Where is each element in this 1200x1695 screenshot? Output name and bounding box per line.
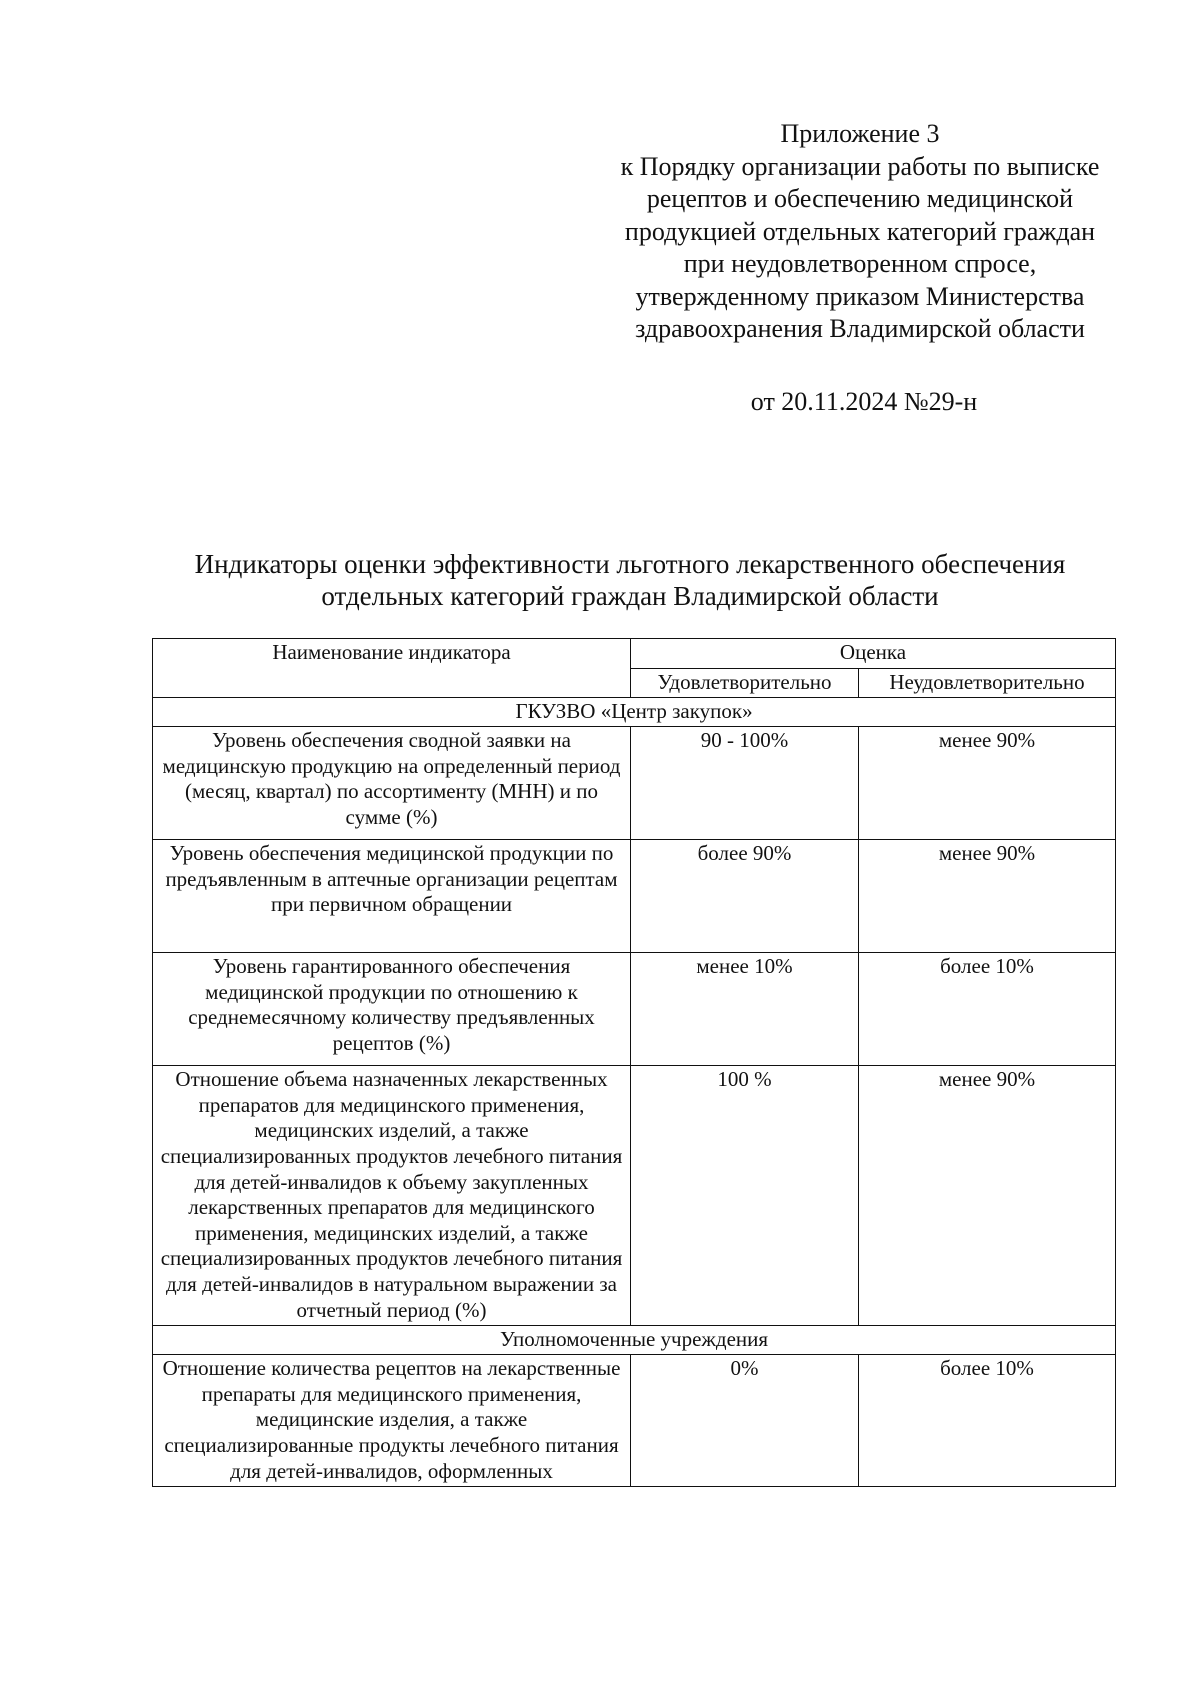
appendix-line: к Порядку организации работы по выписке [620,151,1100,181]
appendix-line: продукцией отдельных категорий граждан [624,216,1096,246]
title-line-1: Индикаторы оценки эффективности льготного лекарственного обеспечения [194,549,1066,579]
unsatisfactory-value: менее 90% [859,1066,1116,1326]
indicator-name: Отношение количества рецептов на лекарственные препараты для медицинского применения, медицинские изделия, а также специализированные продукты лечебного питания для детей-инвалидов, оформленных [153,1355,631,1487]
indicator-name: Отношение объема назначенных лекарственных препаратов для медицинского применения, медицинских изделий, а также специализированных продуктов лечебного питания для детей-инвалидов к объему закупленных лекарственных препаратов для медицинского применения, медицинских изделий, а также специализированных продуктов лечебного питания для детей-инвалидов в натуральном выражении за отчетный период (%) [153,1066,631,1326]
indicators-table [152,638,1116,1487]
header-indicator-name: Наименование индикатора [153,639,631,698]
satisfactory-value: 100 % [631,1066,859,1326]
title-line-2: отдельных категорий граждан Владимирской области [321,581,939,611]
header-grade: Оценка [631,639,1116,669]
table-row [153,1066,1116,1326]
appendix-block [590,118,1130,418]
section-row [153,698,1116,727]
satisfactory-value: 90 - 100% [631,727,859,840]
appendix-line: при неудовлетворенном спросе, [683,249,1037,278]
unsatisfactory-value: менее 90% [859,727,1116,840]
appendix-line: здравоохранения Владимирской области [635,314,1085,343]
unsatisfactory-value: более 10% [859,953,1116,1066]
unsatisfactory-value: более 10% [859,1355,1116,1487]
indicator-name: Уровень обеспечения медицинской продукции по предъявленным в аптечные организации рецептам при первичном обращении [153,840,631,953]
document-title [150,548,1110,612]
table-row [153,840,1116,953]
table-row [153,1355,1116,1487]
table-header-row [153,639,1116,669]
order-date: от 20.11.2024 №29-н [750,386,978,416]
appendix-line: рецептов и обеспечению медицинской [646,184,1074,213]
unsatisfactory-value: менее 90% [859,840,1116,953]
table-row [153,727,1116,840]
appendix-line: утвержденному приказом Министерства [635,281,1085,311]
indicator-name: Уровень обеспечения сводной заявки на медицинскую продукцию на определенный период (месяц, квартал) по ассортименту (МНН) и по сумме (%) [153,727,631,840]
header-satisfactory: Удовлетворительно [631,668,859,698]
header-unsatisfactory: Неудовлетворительно [859,668,1116,698]
section-row [153,1326,1116,1355]
table-row [153,953,1116,1066]
section-title: Уполномоченные учреждения [153,1326,1116,1355]
appendix-line: Приложение 3 [780,119,940,148]
satisfactory-value: более 90% [631,840,859,953]
satisfactory-value: 0% [631,1355,859,1487]
indicator-name: Уровень гарантированного обеспечения медицинской продукции по отношению к среднемесячному количеству предъявленных рецептов (%) [153,953,631,1066]
section-title: ГКУЗВО «Центр закупок» [153,698,1116,727]
satisfactory-value: менее 10% [631,953,859,1066]
